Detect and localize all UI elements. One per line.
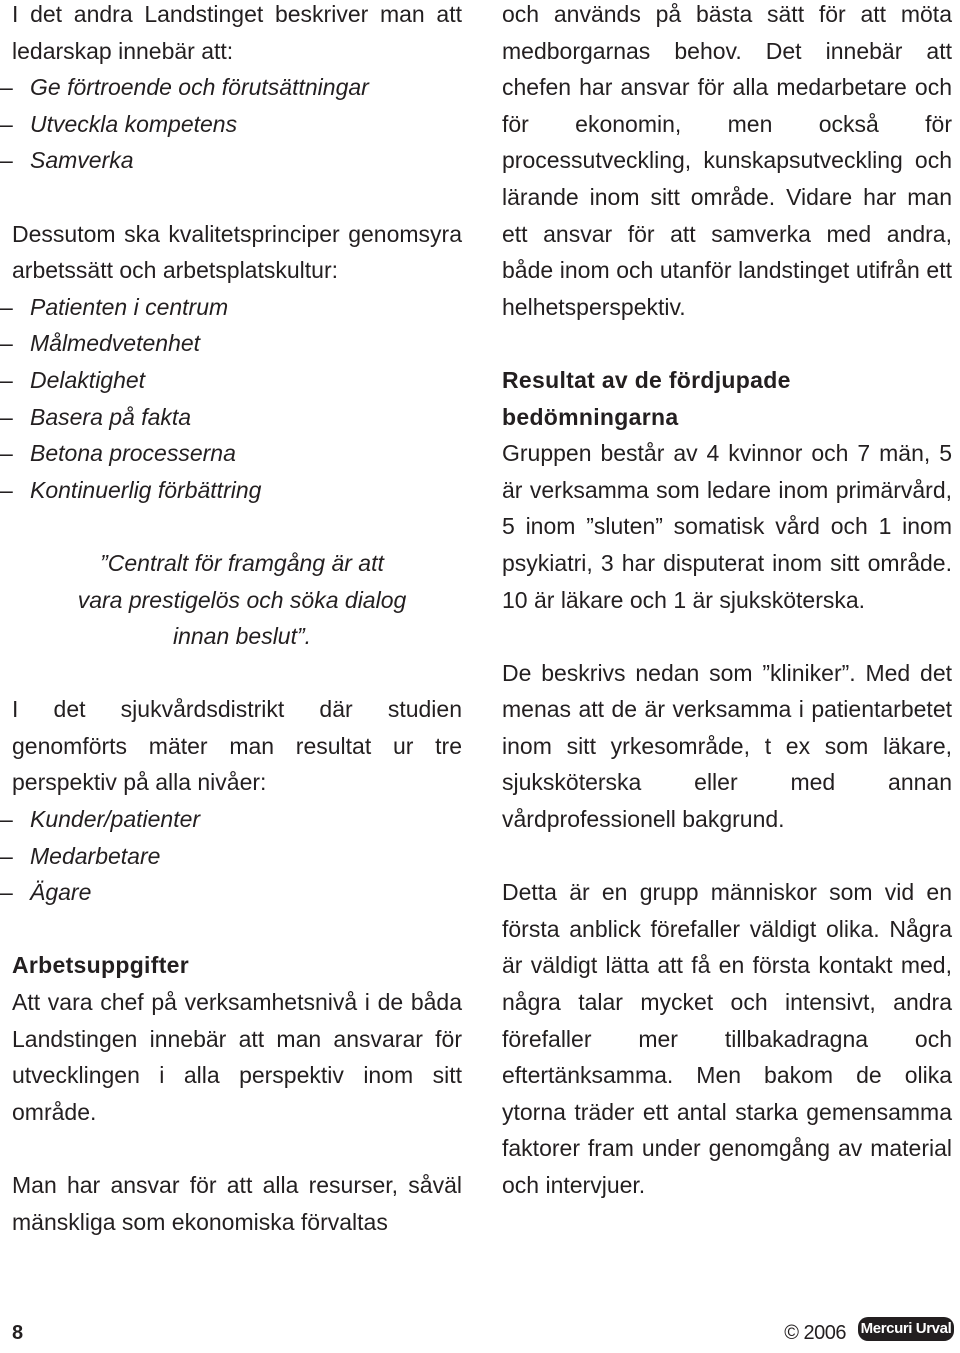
list-item: – Basera på fakta [12, 399, 462, 436]
list-item: – Delaktighet [12, 362, 462, 399]
list-item: – Kontinuerlig förbättring [12, 472, 462, 509]
list-item: – Patienten i centrum [12, 289, 462, 326]
list-item: – Betona processerna [12, 435, 462, 472]
resources-paragraph: Man har ansvar för att alla resurser, såväl mänskliga som ekonomiska förvaltas [12, 1172, 462, 1235]
list-item: – Kunder/patienter [12, 801, 462, 838]
tasks-paragraph: Att vara chef på verksamhetsnivå i de båda Landstingen innebär att man ansvarar för utvecklingen i alla perspektiv inom sitt område. [12, 989, 462, 1125]
right-column [502, 0, 952, 1204]
list-item: – Ägare [12, 874, 462, 911]
page-footer [0, 1311, 960, 1351]
quality-intro: Dessutom ska kvalitetsprinciper genomsyra arbetssätt och arbetsplatskultur: [12, 220, 462, 284]
list-item: – Utveckla kompetens [12, 106, 462, 143]
copyright-notice: © 2006 [784, 1322, 846, 1344]
group-paragraph: Gruppen består av 4 kvinnor och 7 män, 5 är verksamma som ledare inom primärvård, 5 inom ”sluten” somatisk vård och 1 inom psykiatri, 3 har disputerat inom sitt område. 10 är läkare och 1 är sjuksköterska. [502, 440, 952, 613]
left-column [12, 0, 462, 1240]
district-intro: I det sjukvårdsdistrikt där studien genomförts mäter man resultat ur tre perspektiv på alla nivåer: [12, 696, 462, 796]
results-heading [502, 362, 952, 435]
leadership-intro: I det andra Landstinget beskriver man att ledarskap innebär att: [12, 1, 462, 64]
tasks-heading: Arbetsuppgifter [12, 952, 189, 979]
list-item: – Samverka [12, 142, 462, 179]
pull-quote [12, 545, 462, 655]
list-item: – Ge förtroende och förutsättningar [12, 69, 462, 106]
results-heading-line: Resultat av de fördjupade [502, 366, 791, 393]
clinicians-paragraph: De beskrivs nedan som ”kliniker”. Med det menas att de är verksamma i patientarbetet inom sitt yrkesområde, t ex som läkare, sjuksköterska eller med annan vårdprofessionell bakgrund. [502, 659, 952, 833]
continuation-paragraph: och används på bästa sätt för att möta medborgarnas behov. Det innebär att chefen har ansvar för alla medarbetare och för ekonomin, men också för processutveckling, kunskapsutveckling och lärande inom sitt område. Vidare har man ett ansvar för att samverka med andra, både inom och utanför landstinget utifrån ett helhetsperspektiv. [502, 1, 952, 320]
mercuri-urval-logo: Mercuri Urval [858, 1317, 954, 1341]
pull-quote-line: vara prestigelös och söka dialog [77, 586, 407, 613]
results-heading-line: bedömningarna [502, 403, 679, 430]
list-item: – Målmedvetenhet [12, 325, 462, 362]
pull-quote-line: ”Centralt för framgång är att [100, 549, 384, 576]
list-item: – Medarbetare [12, 838, 462, 875]
quality-list [12, 289, 462, 509]
page-number: 8 [12, 1322, 24, 1344]
leadership-list [12, 69, 462, 179]
perspective-list [12, 801, 462, 911]
group-description-paragraph: Detta är en grupp människor som vid en första anblick förefaller väldigt olika. Några är väldigt lätta att få en första kontakt med, några talar mycket och intensivt, andra förefaller mer tillbakadragna och eftertänksamma. Men bakom de olika ytorna träder ett antal starka gemensamma faktorer fram under genomgång av material och intervjuer. [502, 879, 952, 1198]
pull-quote-line: innan beslut”. [172, 623, 312, 650]
